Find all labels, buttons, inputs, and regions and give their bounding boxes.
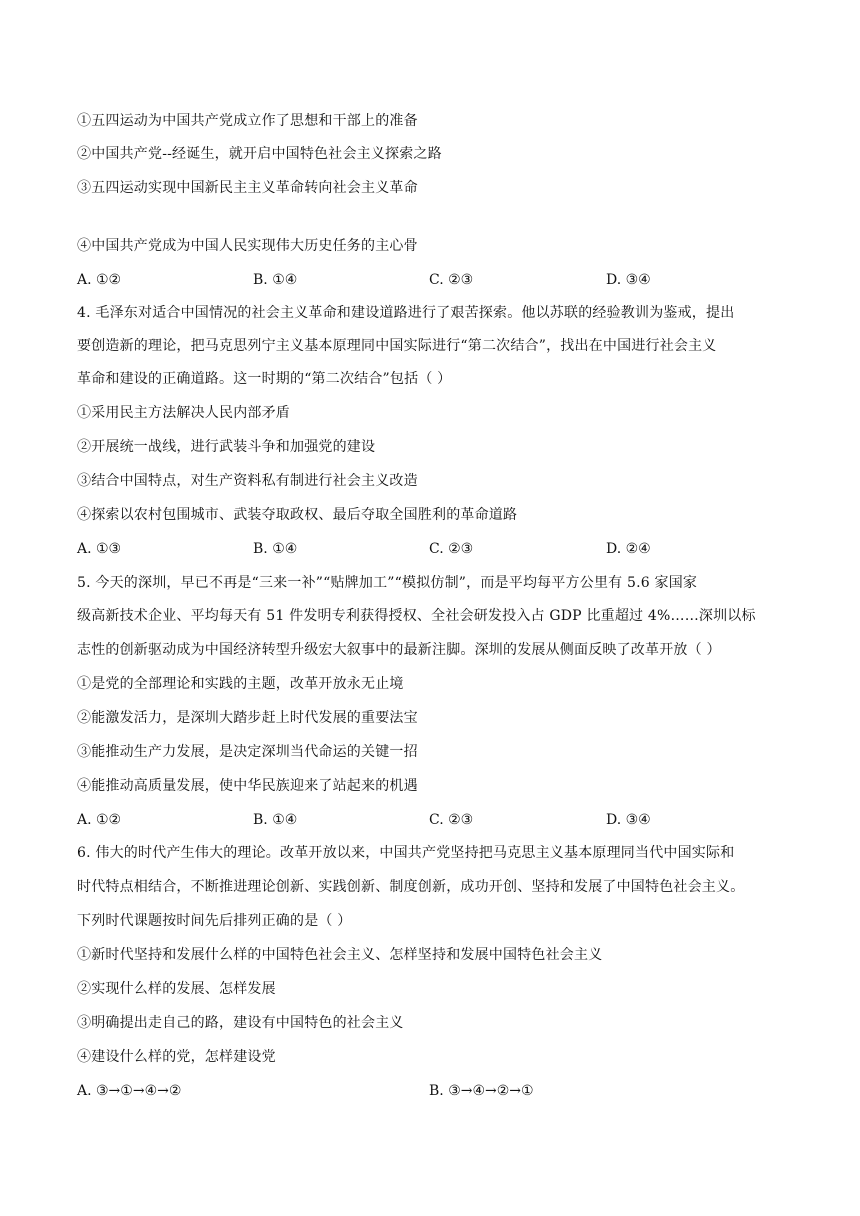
q5-option-c: C. ②③ [429,812,474,828]
q5-statement-3: ③能推动生产力发展，是决定深圳当代命运的关键一招 [77,744,418,760]
q5-statement-4: ④能推动高质量发展，使中华民族迎来了站起来的机遇 [77,778,418,794]
q4-statement-4: ④探索以农村包围城市、武装夺取政权、最后夺取全国胜利的革命道路 [77,507,518,523]
q4-option-b: B. ①④ [253,541,298,557]
q6-statement-2: ②实现什么样的发展、怎样发展 [77,981,276,997]
q5-stem-line-1: 5. 今天的深圳，早已不再是“三来一补”“贴牌加工”“模拟仿制”，而是平均每平方公里有 5.6 家国家 [77,575,698,591]
q6-option-a: A. ③→①→④→② [77,1083,182,1099]
q4-option-c: C. ②③ [429,541,474,557]
q6-statement-1: ①新时代坚持和发展什么样的中国特色社会主义、怎样坚持和发展中国特色社会主义 [77,947,603,963]
q5-statement-2: ②能激发活力，是深圳大踏步赶上时代发展的重要法宝 [77,710,418,726]
q3-statement-3: ③五四运动实现中国新民主主义革命转向社会主义革命 [77,180,418,196]
q4-statement-2: ②开展统一战线，进行武装斗争和加强党的建设 [77,439,376,455]
q3-option-a: A. ①② [77,272,122,288]
q4-stem-line-2: 要创造新的理论，把马克思列宁主义基本原理同中国实际进行“第二次结合”，找出在中国进行社会主义 [77,338,717,354]
q3-statement-2: ②中国共产党--经诞生，就开启中国特色社会主义探索之路 [77,146,442,162]
q5-option-a: A. ①② [77,812,122,828]
q6-stem-line-3: 下列时代课题按时间先后排列正确的是（ ） [77,913,352,929]
q5-stem-line-2: 级高新技术企业、平均每天有 51 件发明专利获得授权、全社会研发投入占 GDP 比重超过 4%……深圳以标 [77,608,756,624]
q6-stem-line-1: 6. 伟大的时代产生伟大的理论。改革开放以来，中国共产党坚持把马克思主义基本原理同当代中国实际和 [77,845,735,861]
q6-statement-4: ④建设什么样的党，怎样建设党 [77,1049,276,1065]
q5-option-d: D. ③④ [606,812,651,828]
q4-option-d: D. ②④ [606,541,651,557]
q4-stem-line-1: 4. 毛泽东对适合中国情况的社会主义革命和建设道路进行了艰苦探索。他以苏联的经验教训为鉴戒，提出 [77,305,735,321]
q4-stem-line-3: 革命和建设的正确道路。这一时期的“第二次结合”包括（ ） [77,371,452,387]
q5-stem-line-3: 志性的创新驱动成为中国经济转型升级宏大叙事中的最新注脚。深圳的发展从侧面反映了改革开放（ ） [77,642,721,658]
q4-option-a: A. ①③ [77,541,122,557]
q4-statement-3: ③结合中国特点，对生产资料私有制进行社会主义改造 [77,473,418,489]
q5-statement-1: ①是党的全部理论和实践的主题，改革开放永无止境 [77,676,404,692]
q5-option-b: B. ①④ [253,812,298,828]
q6-option-b: B. ③→④→②→① [429,1083,534,1099]
q3-option-c: C. ②③ [429,272,474,288]
q3-statement-1: ①五四运动为中国共产党成立作了思想和干部上的准备 [77,113,418,129]
q3-statement-4: ④中国共产党成为中国人民实现伟大历史任务的主心骨 [77,238,418,254]
q3-option-d: D. ③④ [606,272,651,288]
q3-option-b: B. ①④ [253,272,298,288]
q6-stem-line-2: 时代特点相结合，不断推进理论创新、实践创新、制度创新，成功开创、坚持和发展了中国特色社会主义。 [77,879,745,895]
q6-statement-3: ③明确提出走自己的路，建设有中国特色的社会主义 [77,1015,404,1031]
q4-statement-1: ①采用民主方法解决人民内部矛盾 [77,405,290,421]
